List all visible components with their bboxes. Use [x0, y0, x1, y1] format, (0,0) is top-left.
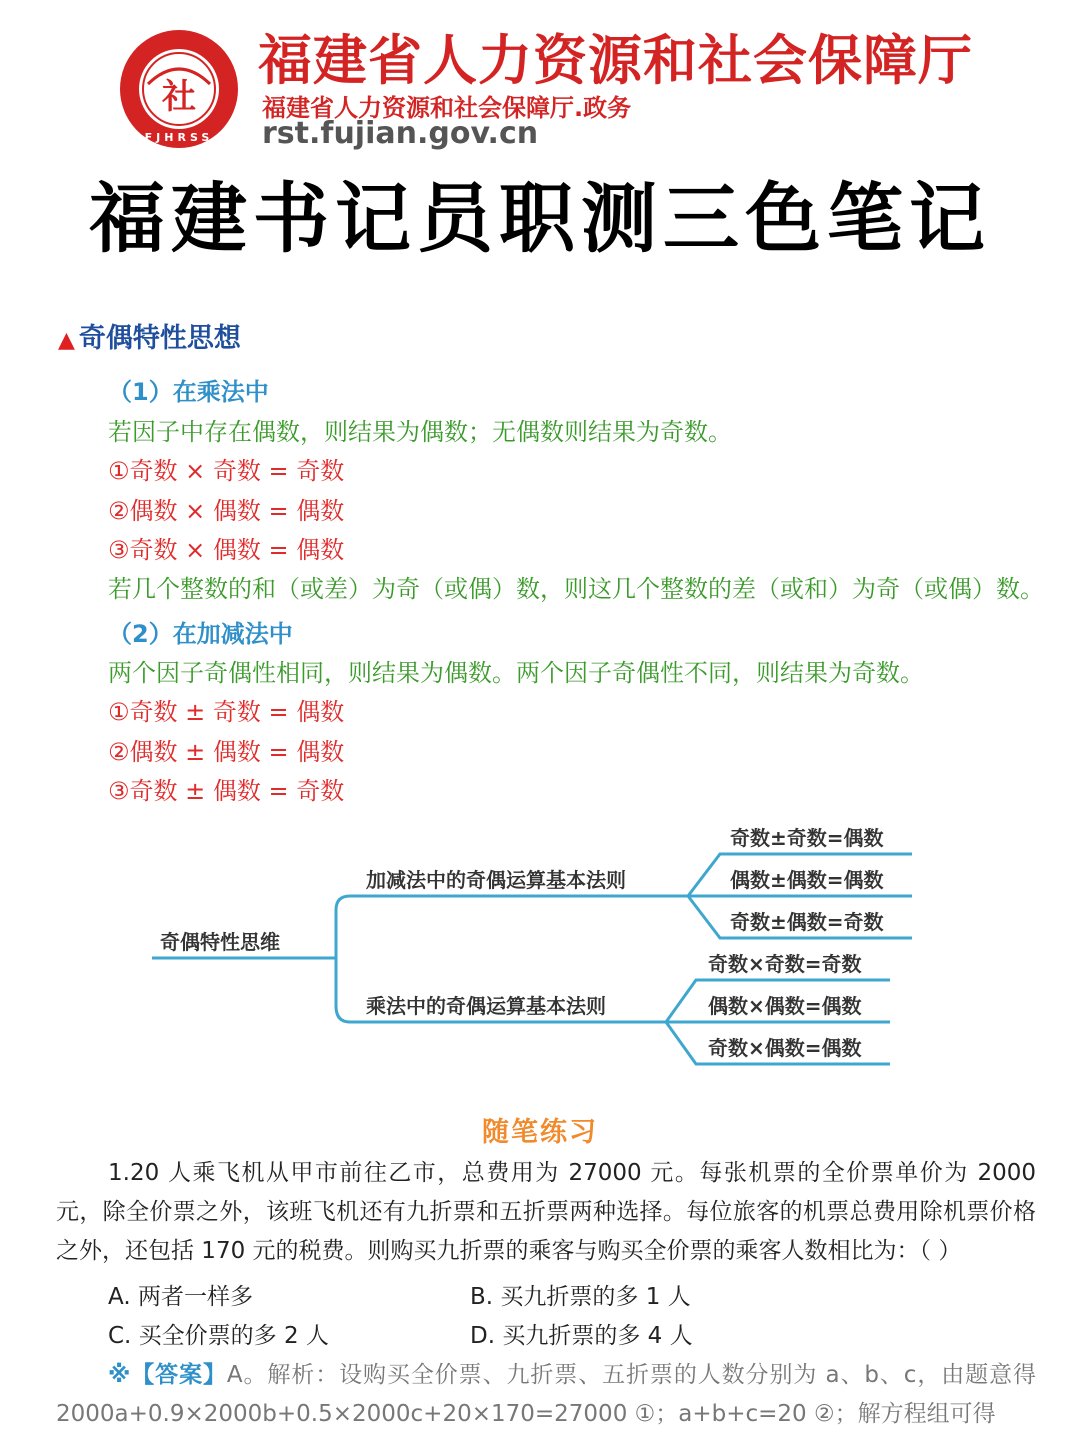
add-rule: 两个因子奇偶性相同，则结果为偶数。两个因子奇偶性不同，则结果为奇数。 [108, 659, 924, 687]
add-item: ②偶数 ± 偶数 = 偶数 [108, 738, 345, 766]
mult-extra-rule: 若几个整数的和（或差）为奇（或偶）数，则这几个整数的差（或和）为奇（或偶）数。 [108, 575, 1044, 603]
triangle-icon: ▲ [58, 328, 75, 353]
add-heading: （2）在加减法中 [108, 620, 293, 648]
mindmap-leaf: 偶数±偶数=偶数 [730, 868, 884, 892]
add-item: ③奇数 ± 偶数 = 奇数 [108, 777, 345, 805]
org-subtitle: 福建省人力资源和社会保障厅.政务 [262, 94, 632, 122]
mindmap-root: 奇偶特性思维 [160, 930, 280, 954]
option-b: B. 买九折票的多 1 人 [470, 1284, 691, 1310]
mult-item: ①奇数 × 奇数 = 奇数 [108, 457, 345, 485]
add-item: ①奇数 ± 奇数 = 偶数 [108, 698, 345, 726]
mindmap-leaf: 奇数×奇数=奇数 [708, 952, 862, 976]
section-title [58, 316, 241, 355]
answer-text: A。解析：设购买全价票、九折票、五折票的人数分别为 a、b、c，由题意得 2000a+0.9×2000b+0.5×2000c+20×170=27000 ①；a+b+c=20 ②；解方程组可得 [56, 1362, 1036, 1427]
practice-title: 随笔练习 [482, 1117, 598, 1148]
practice-question [56, 1154, 1036, 1271]
mindmap-leaf: 奇数±奇数=偶数 [730, 826, 884, 850]
mindmap-branch-label: 加减法中的奇偶运算基本法则 [366, 868, 626, 892]
mult-item: ③奇数 × 偶数 = 偶数 [108, 536, 345, 564]
section-title-text: 奇偶特性思想 [78, 323, 241, 354]
department-seal-logo [118, 28, 240, 150]
mindmap-leaf: 奇数±偶数=奇数 [730, 910, 884, 934]
answer-explanation [56, 1356, 1036, 1434]
org-url: rst.fujian.gov.cn [262, 116, 539, 151]
logo-char: 社 [162, 77, 196, 117]
mult-rule: 若因子中存在偶数，则结果为偶数；无偶数则结果为奇数。 [108, 418, 732, 446]
option-a: A. 两者一样多 [108, 1284, 253, 1310]
mindmap-leaf: 奇数×偶数=偶数 [708, 1036, 862, 1060]
mindmap-branch-label: 乘法中的奇偶运算基本法则 [366, 994, 606, 1018]
question-text: 1.20 人乘飞机从甲市前往乙市，总费用为 27000 元。每张机票的全价票单价为 2000 元，除全价票之外，该班飞机还有九折票和五折票两种选择。每位旅客的机票总费用除机票价格之外，还包括 170 元的税费。则购买九折票的乘客与购买全价票的乘客人数相比为：（ ） [56, 1160, 1036, 1264]
mult-item: ②偶数 × 偶数 = 偶数 [108, 497, 345, 525]
branch-connector [336, 896, 688, 958]
option-d: D. 买九折票的多 4 人 [470, 1323, 693, 1349]
answer-mark: ※【答案】 [108, 1362, 227, 1388]
org-name: 福建省人力资源和社会保障厅 [258, 28, 973, 92]
option-c: C. 买全价票的多 2 人 [108, 1323, 329, 1349]
mindmap-leaf: 偶数×偶数=偶数 [708, 994, 862, 1018]
logo-letters: FJHRSS [144, 131, 214, 144]
parity-mindmap [140, 816, 940, 1078]
page-title: 福建书记员职测三色笔记 [89, 174, 991, 263]
mult-heading: （1）在乘法中 [108, 378, 269, 406]
